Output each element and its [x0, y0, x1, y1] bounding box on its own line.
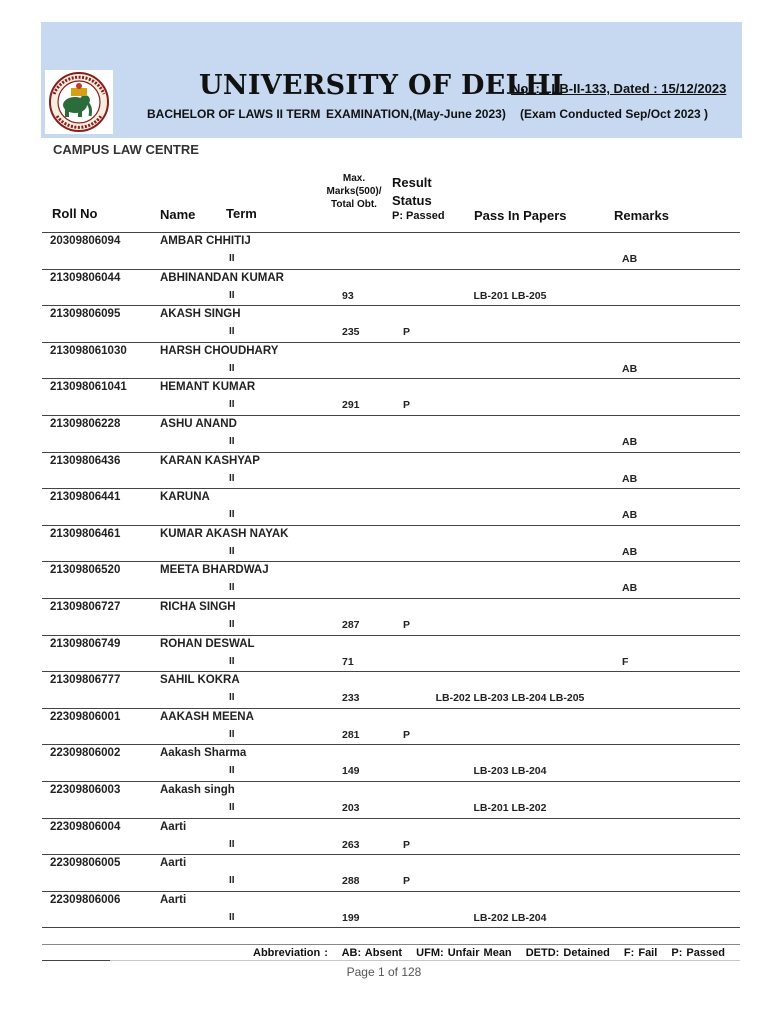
pass-in-papers: LB-201 LB-202 — [473, 802, 547, 814]
roll-number: 21309806520 — [50, 564, 121, 577]
table-row — [0, 855, 768, 891]
student-name: Aarti — [160, 857, 187, 870]
column-header-max-marks: Max. Marks(500)/ Total Obt. — [326, 173, 382, 210]
university-seal-icon — [45, 70, 113, 134]
student-name: AAKASH MEENA — [160, 710, 254, 723]
column-header-name: Name — [160, 207, 196, 222]
table-row — [0, 745, 768, 781]
student-name: Aakash singh — [160, 784, 235, 796]
pass-in-papers: LB-201 LB-205 — [473, 289, 547, 302]
term: II — [229, 838, 235, 850]
roll-number: 21309806095 — [50, 308, 121, 321]
term: II — [229, 253, 235, 264]
table-row — [0, 782, 768, 818]
term: II — [229, 399, 235, 411]
total-marks: 71 — [342, 655, 354, 668]
table-row — [0, 709, 768, 745]
table-row — [0, 819, 768, 855]
student-name: ROHAN DESWAL — [160, 637, 255, 650]
student-name: MEETA BHARDWAJ — [160, 564, 269, 577]
total-marks: 233 — [342, 692, 360, 705]
document-number: No. : LLB-II-133, Dated : 15/12/2023 — [511, 81, 727, 96]
term: II — [229, 728, 235, 740]
exam-conducted-subtitle: (Exam Conducted Sep/Oct 2023 ) — [520, 107, 709, 121]
total-marks: 287 — [342, 619, 360, 631]
total-marks: 235 — [342, 326, 360, 339]
column-header-roll-no: Roll No — [52, 206, 98, 221]
column-header-pass-in-papers: Pass In Papers — [474, 208, 567, 223]
table-row — [0, 892, 768, 928]
roll-number: 21309806777 — [50, 674, 121, 687]
term: II — [229, 802, 235, 813]
table-row — [0, 526, 768, 562]
roll-number: 22309806005 — [50, 857, 121, 870]
term: II — [229, 765, 235, 777]
pass-in-papers: LB-202 LB-203 LB-204 LB-205 — [435, 692, 585, 705]
roll-number: 21309806044 — [50, 271, 121, 284]
total-marks: 263 — [342, 838, 360, 851]
remarks: AB — [622, 362, 638, 375]
remarks: AB — [622, 509, 638, 522]
term: II — [229, 655, 235, 667]
roll-number: 20309806094 — [50, 235, 121, 247]
table-end-divider — [42, 944, 740, 945]
roll-number: 21309806436 — [50, 454, 121, 467]
abbreviation-fail: F: Fail — [623, 947, 658, 959]
remarks: F — [622, 655, 629, 668]
college-name: CAMPUS LAW CENTRE — [53, 142, 199, 157]
result-status: P — [403, 399, 411, 412]
student-name: HEMANT KUMAR — [160, 381, 256, 394]
page-number: Page 1 of 128 — [346, 965, 422, 979]
total-marks: 203 — [342, 802, 360, 814]
pass-in-papers: LB-202 LB-204 — [473, 911, 547, 924]
abbreviation-unfair-mean: UFM: Unfair Mean — [416, 947, 512, 959]
term: II — [229, 692, 235, 704]
student-name: AKASH SINGH — [160, 308, 241, 321]
student-name: ASHU ANAND — [160, 418, 237, 430]
column-header-result-status: Result Status — [392, 175, 432, 208]
remarks: AB — [622, 545, 638, 558]
student-name: ABHINANDAN KUMAR — [160, 271, 284, 284]
term: II — [229, 509, 235, 521]
term: II — [229, 436, 235, 447]
total-marks: 93 — [342, 289, 354, 302]
term: II — [229, 326, 235, 338]
term: II — [229, 911, 235, 923]
table-row — [0, 489, 768, 525]
table-row — [0, 599, 768, 635]
table-row — [0, 343, 768, 379]
remarks: AB — [622, 582, 638, 595]
term: II — [229, 619, 235, 630]
result-status: P — [403, 619, 411, 631]
result-status: P — [403, 875, 411, 888]
student-name: KARAN KASHYAP — [160, 454, 260, 467]
term: II — [229, 545, 235, 557]
total-marks: 199 — [342, 911, 360, 924]
term: II — [229, 362, 235, 374]
result-status: P — [403, 838, 411, 851]
total-marks: 149 — [342, 765, 360, 778]
table-row — [0, 453, 768, 489]
roll-number: 21309806228 — [50, 418, 121, 430]
exam-subtitle: EXAMINATION,(May-June 2023) — [326, 107, 506, 121]
remarks: AB — [622, 253, 638, 265]
term: II — [229, 875, 235, 887]
total-marks: 288 — [342, 875, 360, 888]
table-row — [0, 233, 768, 269]
total-marks: 281 — [342, 728, 360, 741]
roll-number: 22309806001 — [50, 710, 121, 723]
result-status: P — [403, 326, 411, 339]
student-name: SAHIL KOKRA — [160, 674, 240, 687]
table-row — [0, 562, 768, 598]
term: II — [229, 289, 235, 301]
student-name: Aakash Sharma — [160, 747, 247, 760]
column-header-remarks: Remarks — [614, 208, 669, 223]
table-row — [0, 379, 768, 415]
abbreviation-legend — [253, 947, 735, 959]
student-name: AMBAR CHHITIJ — [160, 235, 251, 247]
student-name: RICHA SINGH — [160, 601, 236, 613]
student-name: HARSH CHOUDHARY — [160, 344, 279, 357]
program-subtitle: BACHELOR OF LAWS II TERM — [147, 107, 321, 121]
abbreviation-label: Abbreviation : — [253, 947, 328, 959]
table-row — [0, 636, 768, 672]
roll-number: 21309806727 — [50, 601, 121, 613]
footer-line-left — [42, 960, 110, 961]
abbreviation-detained: DETD: Detained — [525, 947, 610, 959]
student-name: Aarti — [160, 820, 187, 833]
total-marks: 291 — [342, 399, 360, 412]
term: II — [229, 582, 235, 594]
abbreviation-passed: P: Passed — [671, 947, 725, 959]
column-header-result-key: P: Passed — [392, 210, 445, 222]
pass-in-papers: LB-203 LB-204 — [473, 765, 547, 778]
roll-number: 213098061041 — [50, 381, 127, 394]
student-name: KUMAR AKASH NAYAK — [160, 527, 289, 540]
abbreviation-absent: AB: Absent — [341, 947, 403, 959]
roll-number: 22309806002 — [50, 747, 121, 760]
student-name: KARUNA — [160, 491, 210, 504]
roll-number: 21309806441 — [50, 491, 121, 504]
table-row — [0, 306, 768, 342]
footer-line-right — [110, 960, 740, 961]
column-header-term: Term — [226, 206, 257, 221]
roll-number: 22309806006 — [50, 893, 121, 906]
university-title: UNIVERSITY OF DELHI — [199, 70, 564, 101]
table-row — [0, 416, 768, 452]
remarks: AB — [622, 436, 638, 448]
result-status: P — [403, 728, 411, 741]
table-row — [0, 270, 768, 306]
student-name: Aarti — [160, 893, 187, 906]
term: II — [229, 472, 235, 484]
row-divider — [42, 927, 740, 928]
remarks: AB — [622, 472, 638, 485]
roll-number: 213098061030 — [50, 344, 127, 357]
roll-number: 22309806003 — [50, 784, 121, 796]
table-row — [0, 672, 768, 708]
roll-number: 21309806749 — [50, 637, 121, 650]
roll-number: 21309806461 — [50, 527, 121, 540]
roll-number: 22309806004 — [50, 820, 121, 833]
